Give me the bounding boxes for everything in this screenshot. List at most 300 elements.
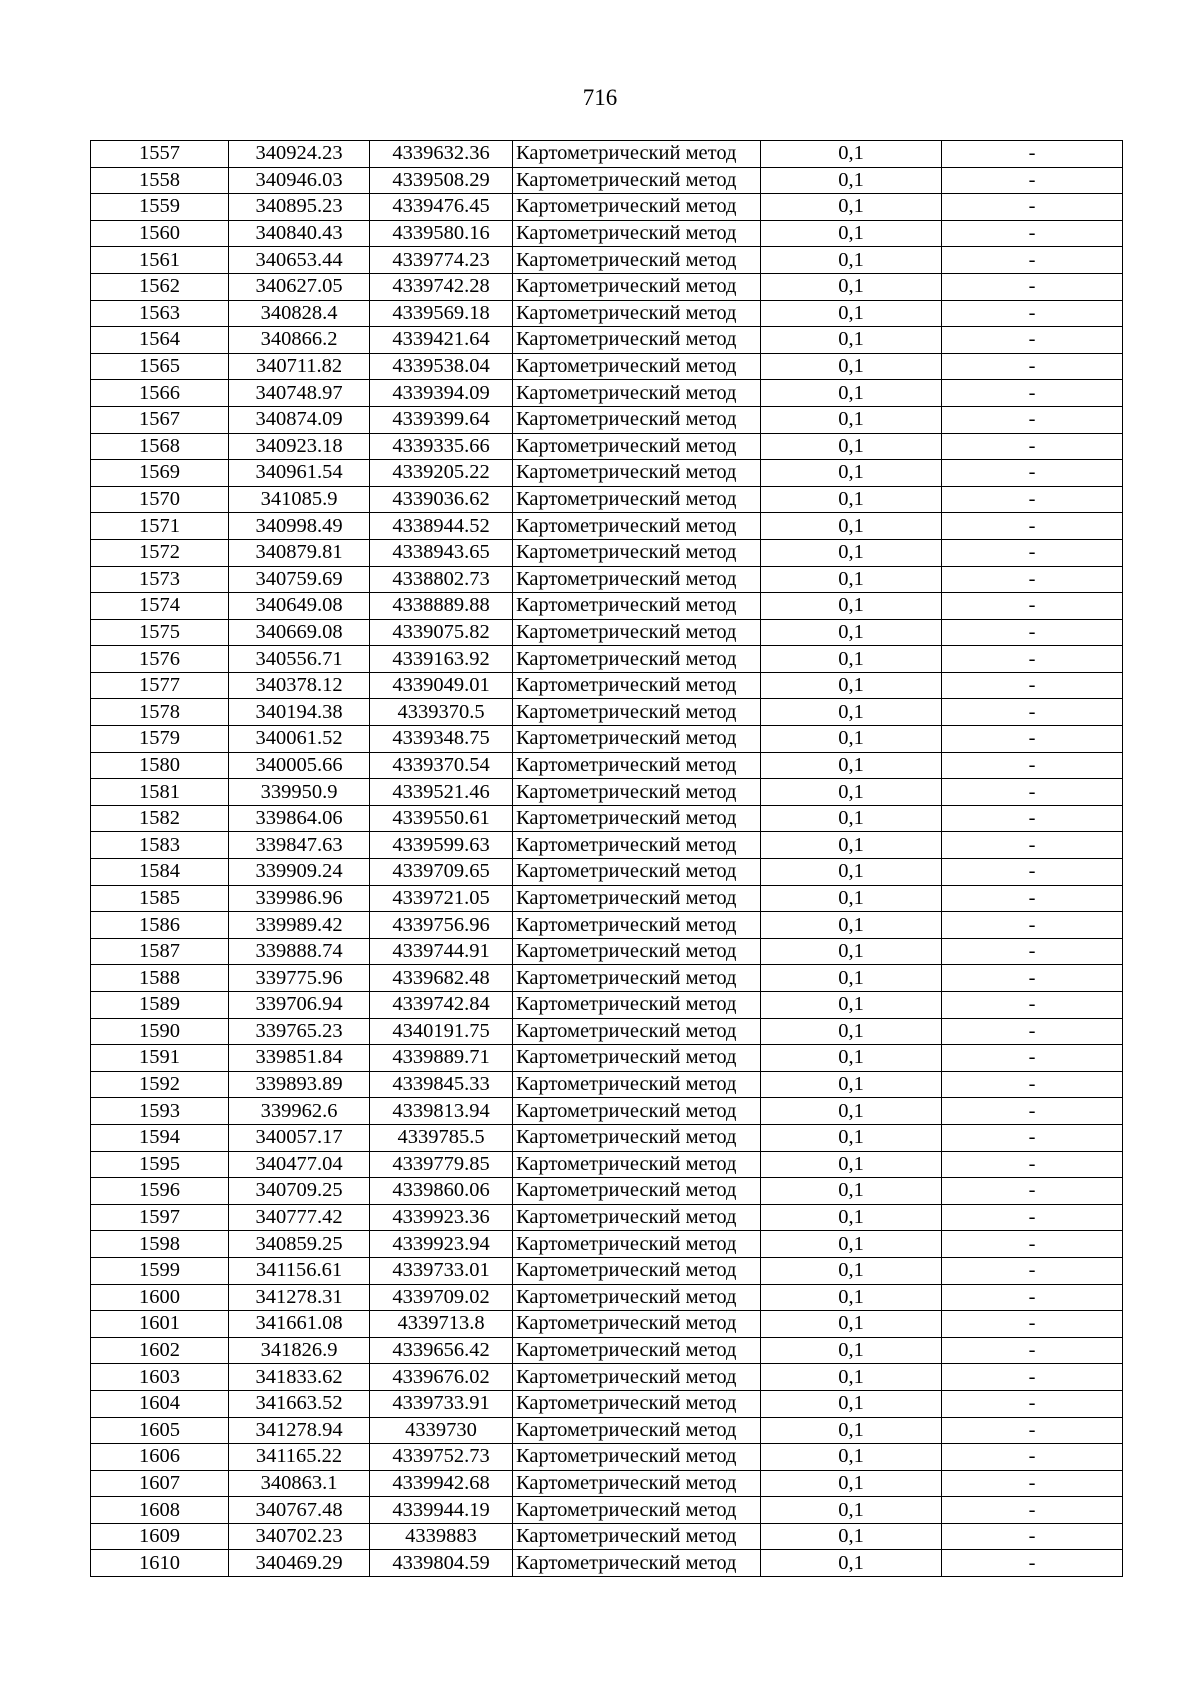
table-row xyxy=(91,167,1123,194)
x-coordinate-cell: 340946.03 xyxy=(229,167,370,194)
x-coordinate-cell: 340767.48 xyxy=(229,1497,370,1524)
accuracy-cell: 0,1 xyxy=(761,220,942,247)
point-number-cell: 1600 xyxy=(91,1284,229,1311)
table-row xyxy=(91,486,1123,513)
y-coordinate-cell: 4339632.36 xyxy=(370,141,513,168)
x-coordinate-cell: 341663.52 xyxy=(229,1390,370,1417)
y-coordinate-cell: 4339163.92 xyxy=(370,646,513,673)
description-cell: - xyxy=(942,726,1123,753)
table-row xyxy=(91,1098,1123,1125)
table-row xyxy=(91,1417,1123,1444)
point-number-cell: 1598 xyxy=(91,1231,229,1258)
table-row xyxy=(91,247,1123,274)
accuracy-cell: 0,1 xyxy=(761,300,942,327)
y-coordinate-cell: 4339075.82 xyxy=(370,619,513,646)
table-row xyxy=(91,566,1123,593)
coordinates-table xyxy=(90,140,1123,1577)
table-row xyxy=(91,141,1123,168)
x-coordinate-cell: 339986.96 xyxy=(229,885,370,912)
coordinates-table-body xyxy=(91,141,1123,1577)
point-number-cell: 1576 xyxy=(91,646,229,673)
accuracy-cell: 0,1 xyxy=(761,1098,942,1125)
y-coordinate-cell: 4339399.64 xyxy=(370,406,513,433)
y-coordinate-cell: 4339779.85 xyxy=(370,1151,513,1178)
method-cell: Картометрический метод xyxy=(513,513,761,540)
x-coordinate-cell: 340828.4 xyxy=(229,300,370,327)
point-number-cell: 1594 xyxy=(91,1124,229,1151)
x-coordinate-cell: 341165.22 xyxy=(229,1444,370,1471)
x-coordinate-cell: 339775.96 xyxy=(229,965,370,992)
description-cell: - xyxy=(942,300,1123,327)
method-cell: Картометрический метод xyxy=(513,220,761,247)
accuracy-cell: 0,1 xyxy=(761,646,942,673)
description-cell: - xyxy=(942,1444,1123,1471)
table-row xyxy=(91,1550,1123,1577)
description-cell: - xyxy=(942,965,1123,992)
method-cell: Картометрический метод xyxy=(513,406,761,433)
y-coordinate-cell: 4338889.88 xyxy=(370,593,513,620)
x-coordinate-cell: 340556.71 xyxy=(229,646,370,673)
accuracy-cell: 0,1 xyxy=(761,912,942,939)
x-coordinate-cell: 341085.9 xyxy=(229,486,370,513)
method-cell: Картометрический метод xyxy=(513,167,761,194)
y-coordinate-cell: 4339538.04 xyxy=(370,353,513,380)
y-coordinate-cell: 4339713.8 xyxy=(370,1311,513,1338)
description-cell: - xyxy=(942,752,1123,779)
table-row xyxy=(91,1470,1123,1497)
table-row xyxy=(91,327,1123,354)
method-cell: Картометрический метод xyxy=(513,460,761,487)
description-cell: - xyxy=(942,646,1123,673)
x-coordinate-cell: 340477.04 xyxy=(229,1151,370,1178)
description-cell: - xyxy=(942,513,1123,540)
accuracy-cell: 0,1 xyxy=(761,460,942,487)
point-number-cell: 1562 xyxy=(91,273,229,300)
y-coordinate-cell: 4339813.94 xyxy=(370,1098,513,1125)
description-cell: - xyxy=(942,1284,1123,1311)
y-coordinate-cell: 4338944.52 xyxy=(370,513,513,540)
description-cell: - xyxy=(942,353,1123,380)
method-cell: Картометрический метод xyxy=(513,273,761,300)
point-number-cell: 1578 xyxy=(91,699,229,726)
point-number-cell: 1558 xyxy=(91,167,229,194)
table-row xyxy=(91,460,1123,487)
method-cell: Картометрический метод xyxy=(513,1018,761,1045)
method-cell: Картометрический метод xyxy=(513,805,761,832)
method-cell: Картометрический метод xyxy=(513,486,761,513)
y-coordinate-cell: 4339205.22 xyxy=(370,460,513,487)
accuracy-cell: 0,1 xyxy=(761,965,942,992)
accuracy-cell: 0,1 xyxy=(761,699,942,726)
x-coordinate-cell: 340709.25 xyxy=(229,1178,370,1205)
point-number-cell: 1597 xyxy=(91,1204,229,1231)
description-cell: - xyxy=(942,1071,1123,1098)
description-cell: - xyxy=(942,1204,1123,1231)
method-cell: Картометрический метод xyxy=(513,300,761,327)
point-number-cell: 1565 xyxy=(91,353,229,380)
table-row xyxy=(91,1204,1123,1231)
x-coordinate-cell: 339962.6 xyxy=(229,1098,370,1125)
x-coordinate-cell: 339851.84 xyxy=(229,1045,370,1072)
description-cell: - xyxy=(942,327,1123,354)
method-cell: Картометрический метод xyxy=(513,1364,761,1391)
y-coordinate-cell: 4340191.75 xyxy=(370,1018,513,1045)
accuracy-cell: 0,1 xyxy=(761,832,942,859)
y-coordinate-cell: 4339742.28 xyxy=(370,273,513,300)
y-coordinate-cell: 4339709.02 xyxy=(370,1284,513,1311)
description-cell: - xyxy=(942,167,1123,194)
description-cell: - xyxy=(942,938,1123,965)
table-row xyxy=(91,1178,1123,1205)
accuracy-cell: 0,1 xyxy=(761,273,942,300)
method-cell: Картометрический метод xyxy=(513,1257,761,1284)
table-row xyxy=(91,1151,1123,1178)
description-cell: - xyxy=(942,220,1123,247)
x-coordinate-cell: 339847.63 xyxy=(229,832,370,859)
x-coordinate-cell: 339893.89 xyxy=(229,1071,370,1098)
x-coordinate-cell: 340669.08 xyxy=(229,619,370,646)
accuracy-cell: 0,1 xyxy=(761,1124,942,1151)
point-number-cell: 1574 xyxy=(91,593,229,620)
y-coordinate-cell: 4339335.66 xyxy=(370,433,513,460)
point-number-cell: 1582 xyxy=(91,805,229,832)
description-cell: - xyxy=(942,699,1123,726)
method-cell: Картометрический метод xyxy=(513,965,761,992)
x-coordinate-cell: 340998.49 xyxy=(229,513,370,540)
table-row xyxy=(91,194,1123,221)
accuracy-cell: 0,1 xyxy=(761,1337,942,1364)
point-number-cell: 1561 xyxy=(91,247,229,274)
accuracy-cell: 0,1 xyxy=(761,1390,942,1417)
x-coordinate-cell: 340874.09 xyxy=(229,406,370,433)
table-row xyxy=(91,832,1123,859)
y-coordinate-cell: 4339733.91 xyxy=(370,1390,513,1417)
y-coordinate-cell: 4339036.62 xyxy=(370,486,513,513)
table-row xyxy=(91,593,1123,620)
table-row xyxy=(91,406,1123,433)
y-coordinate-cell: 4339923.36 xyxy=(370,1204,513,1231)
description-cell: - xyxy=(942,1257,1123,1284)
accuracy-cell: 0,1 xyxy=(761,672,942,699)
y-coordinate-cell: 4339508.29 xyxy=(370,167,513,194)
x-coordinate-cell: 339888.74 xyxy=(229,938,370,965)
table-row xyxy=(91,1231,1123,1258)
y-coordinate-cell: 4339709.65 xyxy=(370,859,513,886)
x-coordinate-cell: 340859.25 xyxy=(229,1231,370,1258)
point-number-cell: 1580 xyxy=(91,752,229,779)
y-coordinate-cell: 4339752.73 xyxy=(370,1444,513,1471)
y-coordinate-cell: 4339883 xyxy=(370,1523,513,1550)
table-row xyxy=(91,1523,1123,1550)
accuracy-cell: 0,1 xyxy=(761,1470,942,1497)
x-coordinate-cell: 341278.31 xyxy=(229,1284,370,1311)
method-cell: Картометрический метод xyxy=(513,1444,761,1471)
y-coordinate-cell: 4339774.23 xyxy=(370,247,513,274)
accuracy-cell: 0,1 xyxy=(761,1204,942,1231)
method-cell: Картометрический метод xyxy=(513,327,761,354)
table-row xyxy=(91,1444,1123,1471)
x-coordinate-cell: 340863.1 xyxy=(229,1470,370,1497)
accuracy-cell: 0,1 xyxy=(761,885,942,912)
table-row xyxy=(91,1497,1123,1524)
method-cell: Картометрический метод xyxy=(513,1284,761,1311)
point-number-cell: 1567 xyxy=(91,406,229,433)
point-number-cell: 1577 xyxy=(91,672,229,699)
x-coordinate-cell: 340923.18 xyxy=(229,433,370,460)
method-cell: Картометрический метод xyxy=(513,1178,761,1205)
x-coordinate-cell: 340627.05 xyxy=(229,273,370,300)
table-row xyxy=(91,539,1123,566)
method-cell: Картометрический метод xyxy=(513,566,761,593)
y-coordinate-cell: 4339370.54 xyxy=(370,752,513,779)
point-number-cell: 1559 xyxy=(91,194,229,221)
table-row xyxy=(91,992,1123,1019)
y-coordinate-cell: 4339580.16 xyxy=(370,220,513,247)
table-row xyxy=(91,1045,1123,1072)
method-cell: Картометрический метод xyxy=(513,1523,761,1550)
method-cell: Картометрический метод xyxy=(513,1311,761,1338)
accuracy-cell: 0,1 xyxy=(761,726,942,753)
method-cell: Картометрический метод xyxy=(513,194,761,221)
point-number-cell: 1566 xyxy=(91,380,229,407)
accuracy-cell: 0,1 xyxy=(761,1151,942,1178)
y-coordinate-cell: 4339860.06 xyxy=(370,1178,513,1205)
y-coordinate-cell: 4339944.19 xyxy=(370,1497,513,1524)
point-number-cell: 1590 xyxy=(91,1018,229,1045)
method-cell: Картометрический метод xyxy=(513,593,761,620)
y-coordinate-cell: 4339348.75 xyxy=(370,726,513,753)
table-row xyxy=(91,912,1123,939)
description-cell: - xyxy=(942,486,1123,513)
accuracy-cell: 0,1 xyxy=(761,992,942,1019)
accuracy-cell: 0,1 xyxy=(761,539,942,566)
point-number-cell: 1603 xyxy=(91,1364,229,1391)
description-cell: - xyxy=(942,1178,1123,1205)
table-row xyxy=(91,938,1123,965)
method-cell: Картометрический метод xyxy=(513,1417,761,1444)
accuracy-cell: 0,1 xyxy=(761,1045,942,1072)
description-cell: - xyxy=(942,380,1123,407)
table-row xyxy=(91,1311,1123,1338)
method-cell: Картометрический метод xyxy=(513,646,761,673)
point-number-cell: 1573 xyxy=(91,566,229,593)
table-row xyxy=(91,859,1123,886)
table-row xyxy=(91,699,1123,726)
y-coordinate-cell: 4339804.59 xyxy=(370,1550,513,1577)
method-cell: Картометрический метод xyxy=(513,1045,761,1072)
point-number-cell: 1584 xyxy=(91,859,229,886)
table-row xyxy=(91,220,1123,247)
description-cell: - xyxy=(942,1364,1123,1391)
accuracy-cell: 0,1 xyxy=(761,194,942,221)
description-cell: - xyxy=(942,1231,1123,1258)
point-number-cell: 1557 xyxy=(91,141,229,168)
point-number-cell: 1593 xyxy=(91,1098,229,1125)
accuracy-cell: 0,1 xyxy=(761,247,942,274)
accuracy-cell: 0,1 xyxy=(761,433,942,460)
x-coordinate-cell: 340005.66 xyxy=(229,752,370,779)
accuracy-cell: 0,1 xyxy=(761,752,942,779)
table-row xyxy=(91,1284,1123,1311)
point-number-cell: 1592 xyxy=(91,1071,229,1098)
x-coordinate-cell: 340866.2 xyxy=(229,327,370,354)
method-cell: Картометрический метод xyxy=(513,1098,761,1125)
table-row xyxy=(91,1124,1123,1151)
x-coordinate-cell: 341661.08 xyxy=(229,1311,370,1338)
table-row xyxy=(91,752,1123,779)
point-number-cell: 1560 xyxy=(91,220,229,247)
table-row xyxy=(91,513,1123,540)
method-cell: Картометрический метод xyxy=(513,247,761,274)
method-cell: Картометрический метод xyxy=(513,938,761,965)
y-coordinate-cell: 4339785.5 xyxy=(370,1124,513,1151)
accuracy-cell: 0,1 xyxy=(761,486,942,513)
point-number-cell: 1586 xyxy=(91,912,229,939)
description-cell: - xyxy=(942,1018,1123,1045)
description-cell: - xyxy=(942,912,1123,939)
method-cell: Картометрический метод xyxy=(513,1124,761,1151)
table-row xyxy=(91,646,1123,673)
x-coordinate-cell: 340194.38 xyxy=(229,699,370,726)
description-cell: - xyxy=(942,1550,1123,1577)
point-number-cell: 1610 xyxy=(91,1550,229,1577)
x-coordinate-cell: 339950.9 xyxy=(229,779,370,806)
table-row xyxy=(91,726,1123,753)
accuracy-cell: 0,1 xyxy=(761,1231,942,1258)
description-cell: - xyxy=(942,805,1123,832)
accuracy-cell: 0,1 xyxy=(761,1364,942,1391)
description-cell: - xyxy=(942,141,1123,168)
x-coordinate-cell: 341156.61 xyxy=(229,1257,370,1284)
x-coordinate-cell: 339765.23 xyxy=(229,1018,370,1045)
y-coordinate-cell: 4338802.73 xyxy=(370,566,513,593)
accuracy-cell: 0,1 xyxy=(761,167,942,194)
x-coordinate-cell: 340748.97 xyxy=(229,380,370,407)
page-number: 716 xyxy=(582,85,618,110)
point-number-cell: 1563 xyxy=(91,300,229,327)
description-cell: - xyxy=(942,619,1123,646)
y-coordinate-cell: 4339721.05 xyxy=(370,885,513,912)
y-coordinate-cell: 4339656.42 xyxy=(370,1337,513,1364)
method-cell: Картометрический метод xyxy=(513,699,761,726)
x-coordinate-cell: 340057.17 xyxy=(229,1124,370,1151)
point-number-cell: 1568 xyxy=(91,433,229,460)
description-cell: - xyxy=(942,566,1123,593)
x-coordinate-cell: 340649.08 xyxy=(229,593,370,620)
table-row xyxy=(91,433,1123,460)
accuracy-cell: 0,1 xyxy=(761,327,942,354)
table-row xyxy=(91,273,1123,300)
method-cell: Картометрический метод xyxy=(513,752,761,779)
method-cell: Картометрический метод xyxy=(513,1204,761,1231)
point-number-cell: 1601 xyxy=(91,1311,229,1338)
y-coordinate-cell: 4339394.09 xyxy=(370,380,513,407)
accuracy-cell: 0,1 xyxy=(761,805,942,832)
table-row xyxy=(91,672,1123,699)
x-coordinate-cell: 340378.12 xyxy=(229,672,370,699)
description-cell: - xyxy=(942,1311,1123,1338)
accuracy-cell: 0,1 xyxy=(761,1497,942,1524)
point-number-cell: 1606 xyxy=(91,1444,229,1471)
y-coordinate-cell: 4339923.94 xyxy=(370,1231,513,1258)
x-coordinate-cell: 339706.94 xyxy=(229,992,370,1019)
point-number-cell: 1599 xyxy=(91,1257,229,1284)
accuracy-cell: 0,1 xyxy=(761,1018,942,1045)
method-cell: Картометрический метод xyxy=(513,726,761,753)
method-cell: Картометрический метод xyxy=(513,141,761,168)
y-coordinate-cell: 4339676.02 xyxy=(370,1364,513,1391)
accuracy-cell: 0,1 xyxy=(761,566,942,593)
method-cell: Картометрический метод xyxy=(513,1071,761,1098)
method-cell: Картометрический метод xyxy=(513,1151,761,1178)
accuracy-cell: 0,1 xyxy=(761,1071,942,1098)
point-number-cell: 1595 xyxy=(91,1151,229,1178)
description-cell: - xyxy=(942,832,1123,859)
method-cell: Картометрический метод xyxy=(513,779,761,806)
point-number-cell: 1587 xyxy=(91,938,229,965)
y-coordinate-cell: 4339756.96 xyxy=(370,912,513,939)
y-coordinate-cell: 4339733.01 xyxy=(370,1257,513,1284)
table-row xyxy=(91,779,1123,806)
method-cell: Картометрический метод xyxy=(513,992,761,1019)
accuracy-cell: 0,1 xyxy=(761,1523,942,1550)
accuracy-cell: 0,1 xyxy=(761,619,942,646)
method-cell: Картометрический метод xyxy=(513,885,761,912)
point-number-cell: 1581 xyxy=(91,779,229,806)
method-cell: Картометрический метод xyxy=(513,1337,761,1364)
description-cell: - xyxy=(942,460,1123,487)
point-number-cell: 1571 xyxy=(91,513,229,540)
y-coordinate-cell: 4339845.33 xyxy=(370,1071,513,1098)
point-number-cell: 1588 xyxy=(91,965,229,992)
accuracy-cell: 0,1 xyxy=(761,513,942,540)
method-cell: Картометрический метод xyxy=(513,832,761,859)
point-number-cell: 1579 xyxy=(91,726,229,753)
table-row xyxy=(91,1390,1123,1417)
point-number-cell: 1589 xyxy=(91,992,229,1019)
description-cell: - xyxy=(942,433,1123,460)
method-cell: Картометрический метод xyxy=(513,1550,761,1577)
x-coordinate-cell: 340702.23 xyxy=(229,1523,370,1550)
y-coordinate-cell: 4339049.01 xyxy=(370,672,513,699)
description-cell: - xyxy=(942,1337,1123,1364)
y-coordinate-cell: 4339550.61 xyxy=(370,805,513,832)
y-coordinate-cell: 4339421.64 xyxy=(370,327,513,354)
table-row xyxy=(91,1337,1123,1364)
y-coordinate-cell: 4339889.71 xyxy=(370,1045,513,1072)
point-number-cell: 1607 xyxy=(91,1470,229,1497)
description-cell: - xyxy=(942,1151,1123,1178)
x-coordinate-cell: 341833.62 xyxy=(229,1364,370,1391)
accuracy-cell: 0,1 xyxy=(761,1444,942,1471)
description-cell: - xyxy=(942,1497,1123,1524)
description-cell: - xyxy=(942,779,1123,806)
y-coordinate-cell: 4339942.68 xyxy=(370,1470,513,1497)
y-coordinate-cell: 4339476.45 xyxy=(370,194,513,221)
method-cell: Картометрический метод xyxy=(513,859,761,886)
accuracy-cell: 0,1 xyxy=(761,353,942,380)
method-cell: Картометрический метод xyxy=(513,1231,761,1258)
description-cell: - xyxy=(942,273,1123,300)
y-coordinate-cell: 4339744.91 xyxy=(370,938,513,965)
point-number-cell: 1608 xyxy=(91,1497,229,1524)
x-coordinate-cell: 340711.82 xyxy=(229,353,370,380)
description-cell: - xyxy=(942,885,1123,912)
accuracy-cell: 0,1 xyxy=(761,779,942,806)
x-coordinate-cell: 341826.9 xyxy=(229,1337,370,1364)
method-cell: Картометрический метод xyxy=(513,433,761,460)
accuracy-cell: 0,1 xyxy=(761,1284,942,1311)
